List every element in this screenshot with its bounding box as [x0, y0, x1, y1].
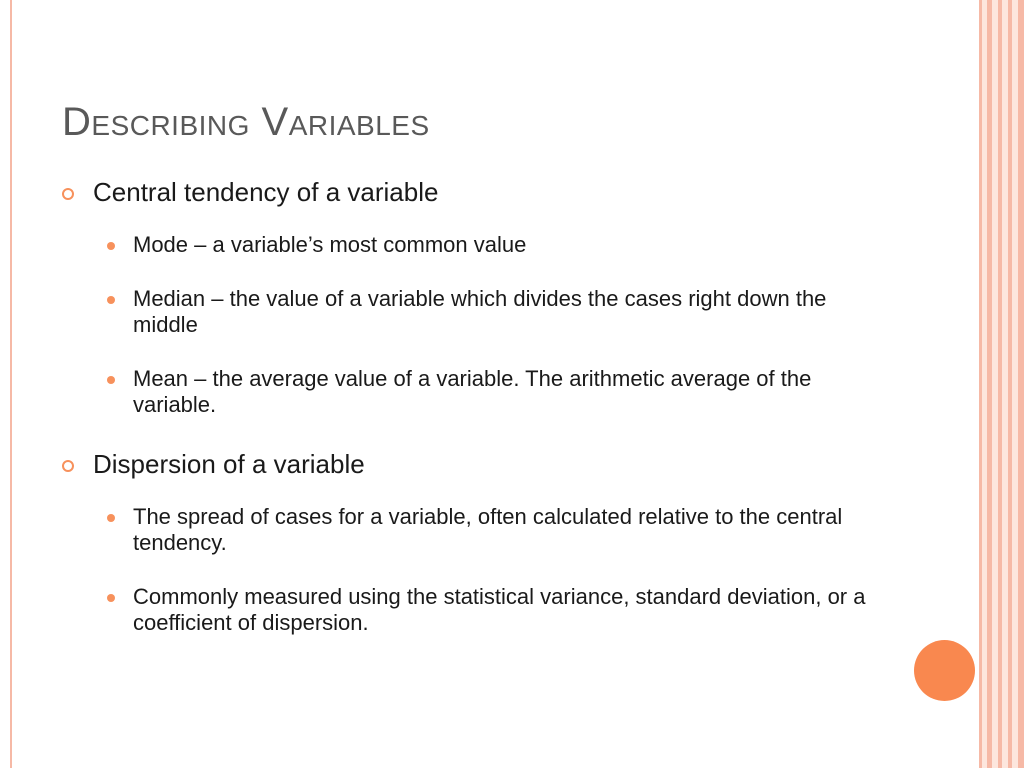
slide-content: [62, 176, 892, 664]
dot-bullet-icon: [107, 242, 115, 250]
bullet-level2-text: Mean – the average value of a variable. The arithmetic average of the variable.: [133, 366, 812, 417]
dot-bullet-icon: [107, 376, 115, 384]
bullet-level2: [62, 584, 892, 636]
ring-bullet-icon: [62, 188, 74, 200]
dot-bullet-icon: [107, 296, 115, 304]
left-border-line: [10, 0, 12, 768]
right-stripe: [987, 0, 992, 768]
decorative-circle: [914, 640, 975, 701]
bullet-level2: [62, 232, 892, 258]
bullet-level2-text: Median – the value of a variable which divides the cases right down the middle: [133, 286, 827, 337]
bullet-level2: [62, 286, 892, 338]
bullet-level2-text: Mode – a variable’s most common value: [133, 232, 527, 257]
right-stripe: [979, 0, 982, 768]
bullet-level2-text: The spread of cases for a variable, often calculated relative to the central tendency.: [133, 504, 843, 555]
bullet-level1: [62, 448, 892, 480]
right-stripe: [1008, 0, 1012, 768]
ring-bullet-icon: [62, 460, 74, 472]
bullet-level2: [62, 366, 892, 418]
bullet-level1-text: Central tendency of a variable: [93, 177, 439, 207]
right-stripe: [998, 0, 1002, 768]
bullet-level2-text: Commonly measured using the statistical variance, standard deviation, or a coefficient of dispersion.: [133, 584, 866, 635]
dot-bullet-icon: [107, 514, 115, 522]
dot-bullet-icon: [107, 594, 115, 602]
bullet-level1: [62, 176, 892, 208]
bullet-level1-text: Dispersion of a variable: [93, 449, 365, 479]
bullet-level2: [62, 504, 892, 556]
slide-title: Describing Variables: [62, 100, 430, 144]
right-stripe: [1018, 0, 1024, 768]
